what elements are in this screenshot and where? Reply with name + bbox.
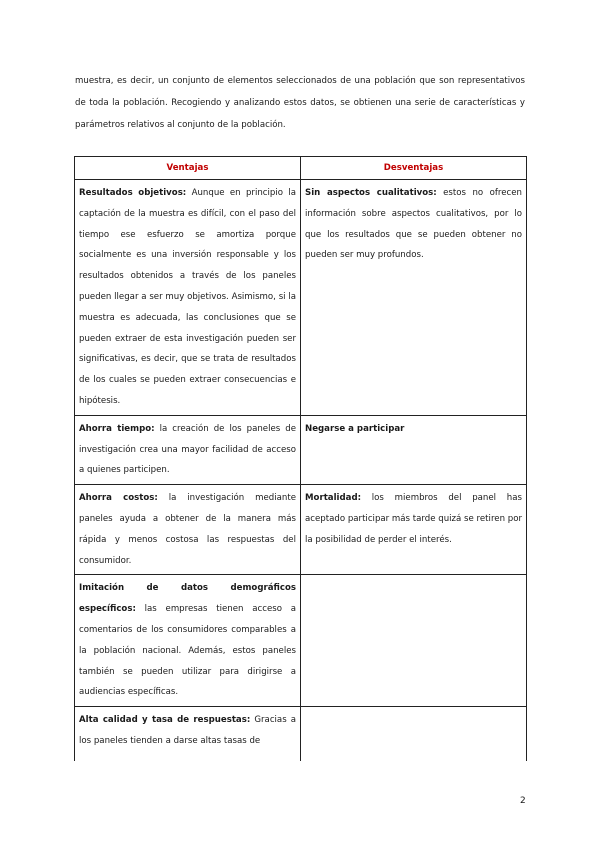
ventaja-title: Resultados objetivos: [79,188,187,198]
desventaja-cell [301,707,527,762]
ventaja-text: Gracias a los paneles tienden a darse altas tasas de [79,715,297,746]
ventaja-cell [75,415,301,484]
desventaja-cell [301,415,527,484]
table-header-row [75,157,527,180]
table-row [75,707,527,762]
ventaja-title: Alta calidad y tasa de respuestas: [79,715,251,726]
desventaja-title: Negarse a participar [305,423,405,434]
page-number: 2 [520,796,526,806]
intro-paragraph: muestra, es decir, un conjunto de elementos seleccionados de una población que son representativos de toda la población. Recogiendo y analizando estos datos, se obtienen una serie de características y parámetros relativos al conjunto de la población. [75,76,525,130]
desventaja-cell [301,180,527,416]
ventaja-text: la investigación mediante paneles ayuda a obtener de la manera más rápida y menos costosa las respuestas del consumidor. [79,493,297,566]
desventaja-cell [301,485,527,575]
ventaja-cell [75,575,301,707]
ventaja-text: Aunque en principio la captación de la muestra es difícil, con el paso del tiempo ese esfuerzo se amortiza porque socialmente es una inversión responsable y los resultados obtenidos a través de los paneles pueden llegar a ser muy objetivos. Asimismo, si la muestra es adecuada, las conclusiones que se pueden extraer de esta investigación pueden ser significativas, es decir, que se trata de resultados de los cuales se pueden extraer consecuencias e hipótesis. [79,188,296,406]
table-row [75,485,527,575]
ventaja-title: Imitación de datos demográficos específicos: [79,583,296,615]
ventaja-text: las empresas tienen acceso a comentarios de los consumidores comparables a la población nacional. Además, estos paneles también se pueden utilizar para dirigirse a audiencias específicas. [79,604,296,698]
ventaja-cell [75,485,301,575]
header-ventajas: Ventajas [75,157,301,180]
ventaja-title: Ahorra tiempo: [79,423,155,434]
desventaja-text: estos no ofrecen información sobre aspectos cualitativos, por lo que los resultados que se pueden obtener no pueden ser muy profundos. [305,188,522,261]
ventaja-title: Ahorra costos: [79,493,158,504]
table-row [75,180,527,416]
desventaja-title: Mortalidad: [305,493,362,504]
desventaja-text: los miembros del panel has aceptado participar más tarde quizá se retiren por la posibilidad de perder el interés. [305,493,523,545]
table-row [75,575,527,707]
ventaja-text: la creación de los paneles de investigación crea una mayor facilidad de acceso a quienes participen. [79,423,296,476]
ventaja-cell [75,707,301,762]
table-row [75,415,527,484]
header-desventajas: Desventajas [301,157,527,180]
desventaja-cell [301,575,527,707]
desventaja-title: Sin aspectos cualitativos: [305,188,437,198]
pros-cons-table [74,156,527,761]
ventaja-cell [75,180,301,416]
